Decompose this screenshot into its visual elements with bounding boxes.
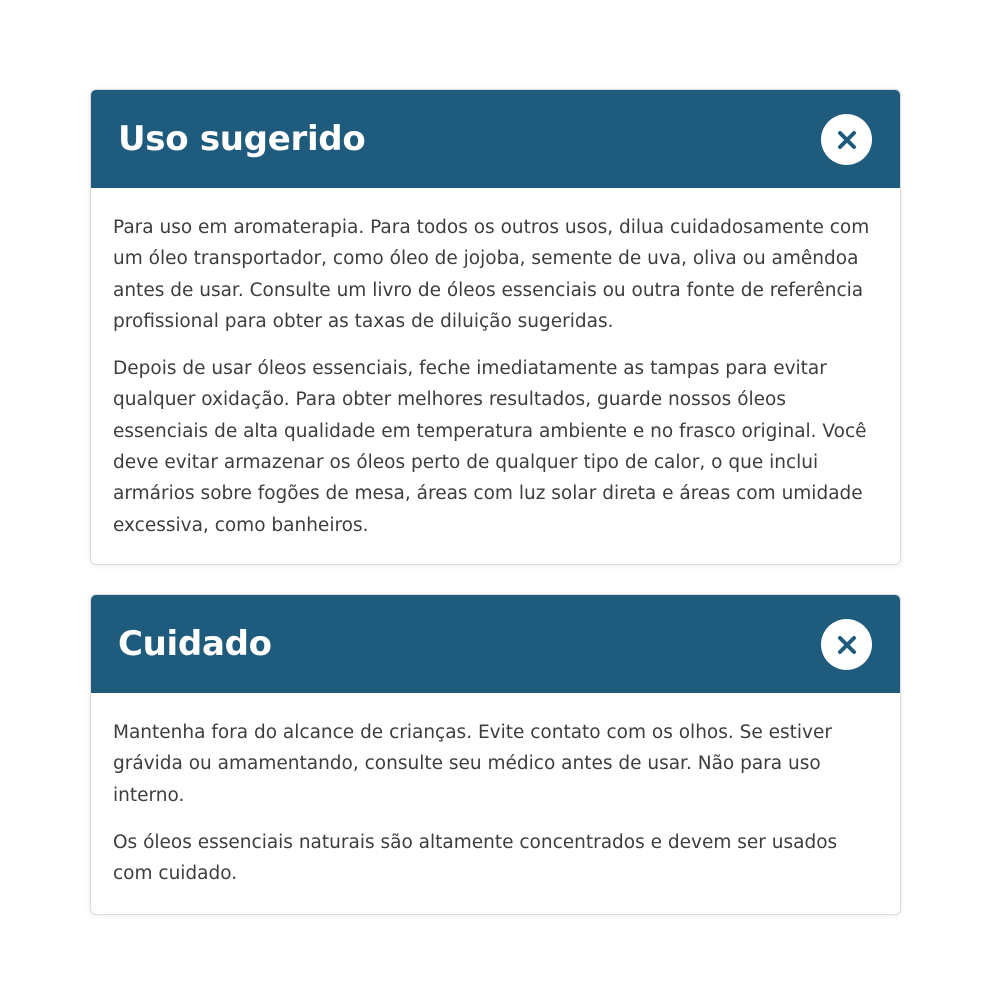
panel-header	[91, 90, 900, 188]
close-icon	[837, 635, 857, 655]
close-icon	[837, 130, 857, 150]
close-button[interactable]	[821, 619, 872, 670]
panel-title: Cuidado	[118, 624, 272, 664]
panel-body	[91, 188, 900, 541]
close-button[interactable]	[821, 114, 872, 165]
paragraph: Para uso em aromaterapia. Para todos os outros usos, dilua cuidadosamente com um óleo transportador, como óleo de jojoba, semente de uva, oliva ou amêndoa antes de usar. Consulte um livro de óleos essenciais ou outra fonte de referência profissional para obter as taxas de diluição sugeridas.	[113, 217, 870, 332]
panel-title: Uso sugerido	[118, 119, 366, 159]
paragraph: Os óleos essenciais naturais são altamente concentrados e devem ser usados com cuidado.	[113, 831, 838, 885]
panel-cuidado	[90, 594, 901, 915]
paragraph: Depois de usar óleos essenciais, feche imediatamente as tampas para evitar qualquer oxidação. Para obter melhores resultados, guarde nossos óleos essenciais de alta qualidade em temperatura ambiente e no frasco original. Você deve evitar armazenar os óleos perto de qualquer tipo de calor, o que inclui armários sobre fogões de mesa, áreas com luz solar direta e áreas com umidade excessiva, como banheiros.	[113, 358, 867, 536]
paragraph: Mantenha fora do alcance de crianças. Evite contato com os olhos. Se estiver grávida ou amamentando, consulte seu médico antes de usar. Não para uso interno.	[113, 722, 832, 806]
panel-body	[91, 693, 900, 889]
panel-header	[91, 595, 900, 693]
panel-uso-sugerido	[90, 89, 901, 565]
